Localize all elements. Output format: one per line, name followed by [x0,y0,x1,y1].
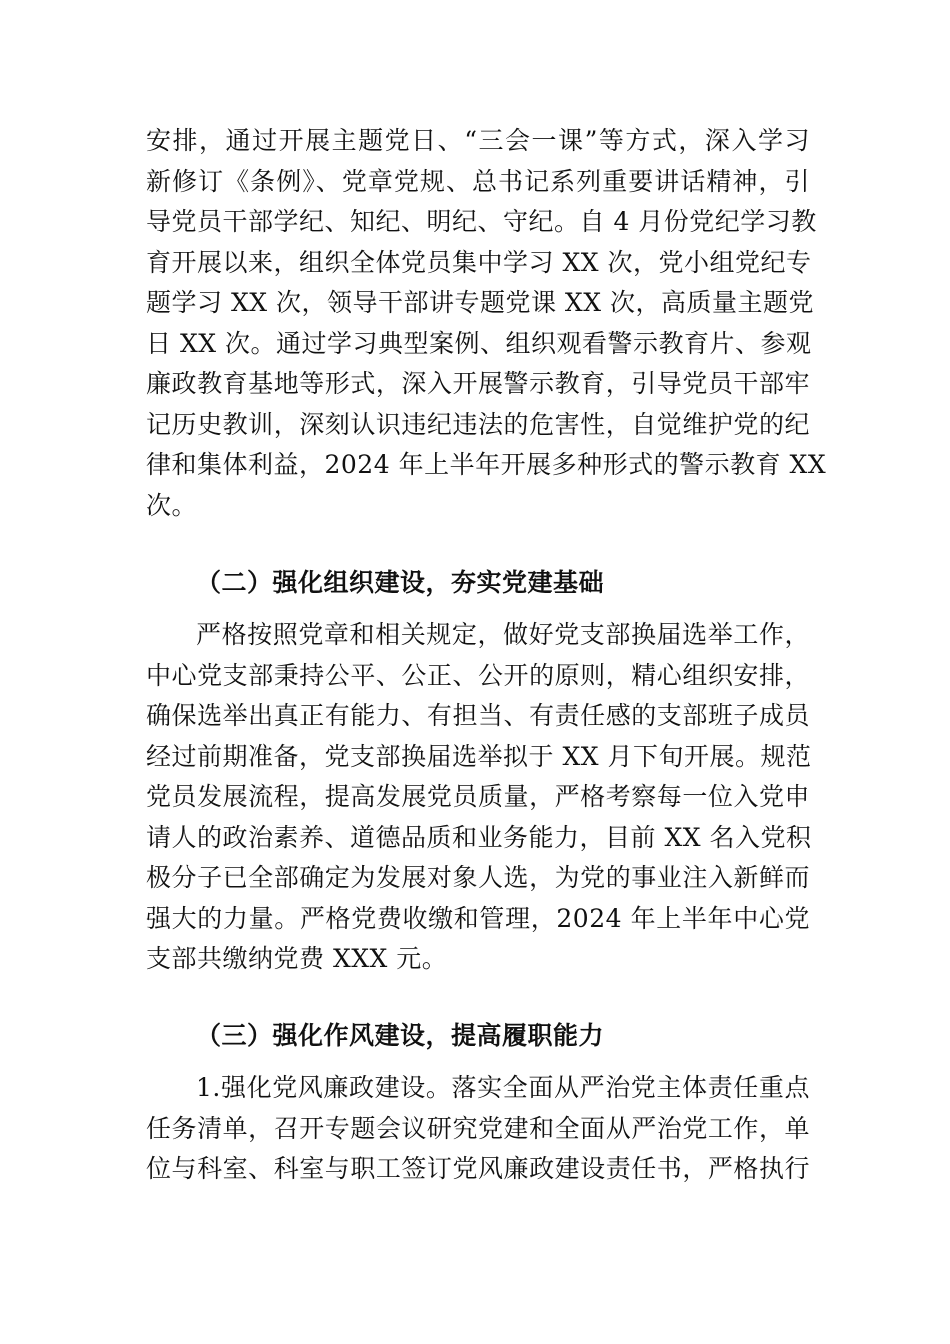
paragraph-line: 位与科室、科室与职工签订党风廉政建设责任书，严格执行 [146,1154,810,1183]
paragraph-line: 确保选举出真正有能力、有担当、有责任感的支部班子成员 [146,701,810,730]
paragraph-line: 强大的力量。严格党费收缴和管理，2024 年上半年中心党 [146,903,810,933]
paragraph-line: 严格按照党章和相关规定，做好党支部换届选举工作， [196,620,810,649]
paragraph-line: 导党员干部学纪、知纪、明纪、守纪。自 4 月份党纪学习教 [146,207,817,236]
paragraph-line: 次。 [146,490,198,520]
paragraph-line: 律和集体利益，2024 年上半年开展多种形式的警示教育 XX [146,450,827,479]
paragraph-line: 记历史教训，深刻认识违纪违法的危害性，自觉维护党的纪 [146,409,810,439]
paragraph-line: 任务清单，召开专题会议研究党建和全面从严治党工作，单 [146,1113,810,1143]
paragraph-line: 请人的政治素养、道德品质和业务能力，目前 XX 名入党积 [146,822,812,852]
paragraph-line: 极分子已全部确定为发展对象人选，为党的事业注入新鲜而 [146,863,810,892]
paragraph-line: 经过前期准备，党支部换届选举拟于 XX 月下旬开展。规范 [146,741,812,771]
paragraph-line: 日 XX 次。通过学习典型案例、组织观看警示教育片、参观 [146,328,812,358]
paragraph-line: 新修订《条例》、党章党规、总书记系列重要讲话精神，引 [146,166,810,196]
paragraph-line: 安排，通过开展主题党日、“三会一课”等方式，深入学习 [146,126,810,155]
paragraph-line: 支部共缴纳党费 XXX 元。 [146,944,448,973]
section-heading-organization [146,563,810,604]
paragraph-study-education [146,121,827,526]
paragraph-organization-building [146,615,810,980]
paragraph-line: 题学习 XX 次，领导干部讲专题党课 XX 次，高质量主题党 [146,288,814,317]
section-heading-text: （二）强化组织建设，夯实党建基础 [196,568,605,597]
paragraph-line: 1.强化党风廉政建设。落实全面从严治党主体责任重点 [196,1073,810,1102]
paragraph-line: 中心党支部秉持公平、公正、公开的原则，精心组织安排， [146,660,810,690]
paragraph-line: 党员发展流程，提高发展党员质量，严格考察每一位入党申 [146,782,810,811]
section-heading-text: （三）强化作风建设，提高履职能力 [196,1021,605,1050]
paragraph-integrity-building [146,1068,810,1190]
section-heading-work-style [146,1016,810,1057]
paragraph-line: 廉政教育基地等形式，深入开展警示教育，引导党员干部牢 [146,369,810,398]
paragraph-line: 育开展以来，组织全体党员集中学习 XX 次，党小组党纪专 [146,247,812,277]
